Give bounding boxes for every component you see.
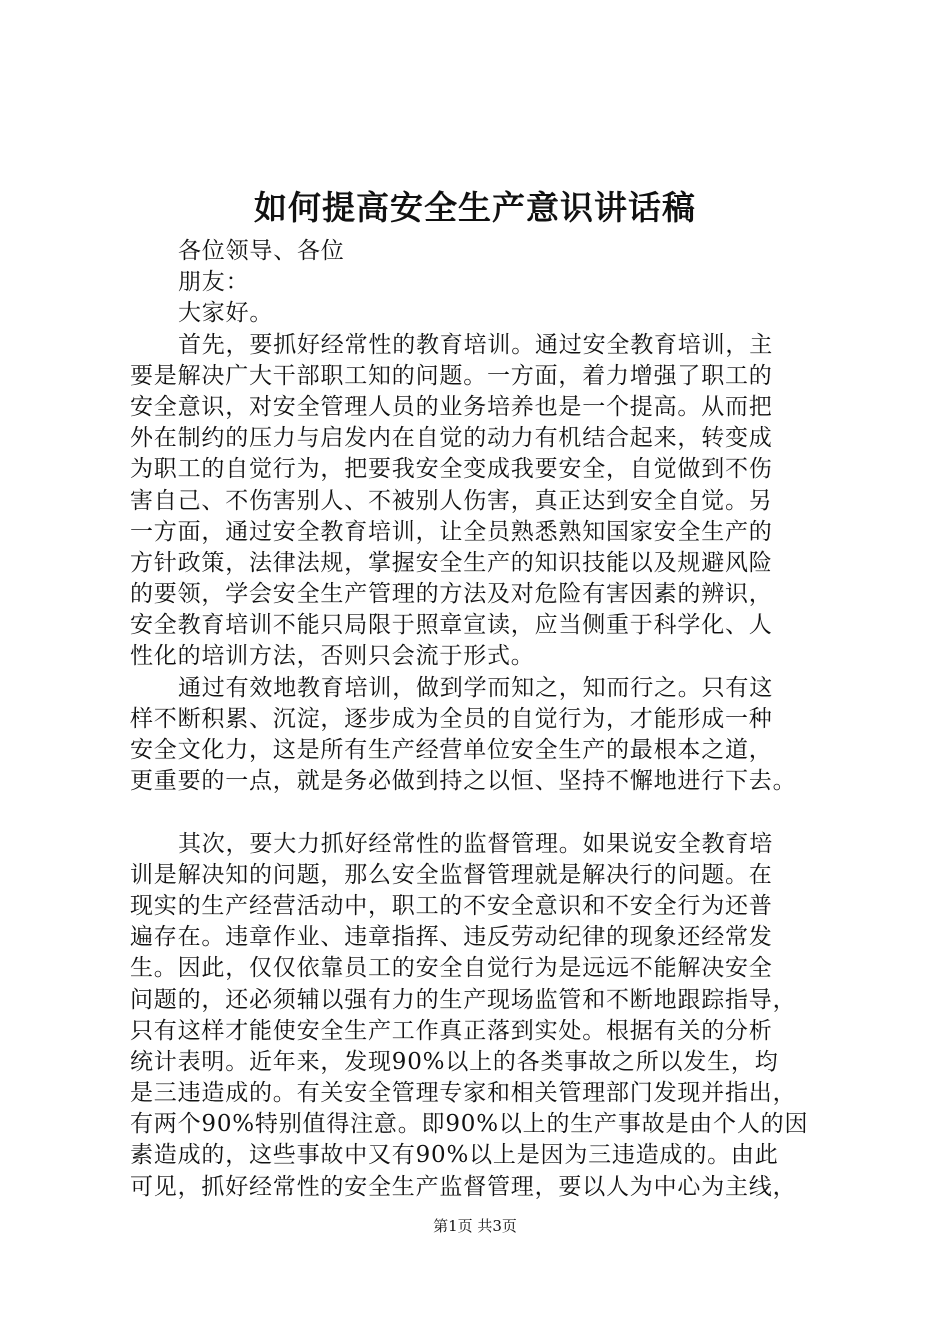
text-line: 要是解决广大干部职工知的问题。一方面，着力增强了职工的 — [130, 362, 773, 389]
text-line: 外在制约的压力与启发内在自觉的动力有机结合起来，转变成 — [130, 425, 773, 452]
page-footer: 第1页 共3页 — [433, 1217, 517, 1235]
text-line: 安全意识，对安全管理人员的业务培养也是一个提高。从而把 — [130, 393, 773, 420]
text-line: 大家好。 — [178, 300, 274, 327]
text-line: 害自己、不伤害别人、不被别人伤害，真正达到安全自觉。另 — [130, 487, 773, 514]
text-line: 朋友： — [178, 269, 250, 296]
text-line: 性化的培训方法，否则只会流于形式。 — [130, 643, 535, 670]
text-line: 统计表明。近年来，发现90%以上的各类事故之所以发生，均 — [130, 1048, 779, 1075]
text-line: 更重要的一点，就是务必做到持之以恒、坚持不懈地进行下去。 — [130, 768, 797, 795]
text-line: 是三违造成的。有关安全管理专家和相关管理部门发现并指出， — [130, 1080, 797, 1107]
text-line: 样不断积累、沉淀，逐步成为全员的自觉行为，才能形成一种 — [130, 705, 773, 732]
text-line: 现实的生产经营活动中，职工的不安全意识和不安全行为还普 — [130, 892, 773, 919]
text-line: 素造成的，这些事故中又有90%以上是因为三违造成的。由此 — [130, 1142, 779, 1169]
text-line: 首先，要抓好经常性的教育培训。通过安全教育培训，主 — [178, 331, 773, 358]
text-line: 遍存在。违章作业、违章指挥、违反劳动纪律的现象还经常发 — [130, 924, 773, 951]
text-line: 问题的，还必须辅以强有力的生产现场监管和不断地跟踪指导， — [130, 986, 797, 1013]
text-line: 其次，要大力抓好经常性的监督管理。如果说安全教育培 — [178, 830, 773, 857]
text-line: 只有这样才能使安全生产工作真正落到实处。根据有关的分析 — [130, 1017, 773, 1044]
blank-line — [130, 797, 830, 828]
text-line: 通过有效地教育培训，做到学而知之，知而行之。只有这 — [178, 674, 773, 701]
document-body — [130, 236, 830, 1203]
text-line: 生。因此，仅仅依靠员工的安全自觉行为是远远不能解决安全 — [130, 955, 773, 982]
text-line: 各位领导、各位 — [178, 238, 345, 264]
text-line: 可见，抓好经常性的安全生产监督管理，要以人为中心为主线， — [130, 1173, 797, 1200]
text-line: 方针政策，法律法规，掌握安全生产的知识技能以及规避风险 — [130, 549, 773, 576]
text-line: 安全文化力，这是所有生产经营单位安全生产的最根本之道， — [130, 737, 773, 763]
text-line: 安全教育培训不能只局限于照章宣读，应当侧重于科学化、人 — [130, 612, 773, 639]
text-line: 为职工的自觉行为，把要我安全变成我要安全，自觉做到不伤 — [130, 456, 773, 483]
text-line: 的要领，学会安全生产管理的方法及对危险有害因素的辨识， — [130, 581, 773, 608]
text-line: 一方面，通过安全教育培训，让全员熟悉熟知国家安全生产的 — [130, 518, 773, 545]
text-line: 训是解决知的问题，那么安全监督管理就是解决行的问题。在 — [130, 861, 773, 888]
text-line: 有两个90%特别值得注意。即90%以上的生产事故是由个人的因 — [130, 1111, 809, 1138]
document-title: 如何提高安全生产意识讲话稿 — [254, 188, 696, 227]
